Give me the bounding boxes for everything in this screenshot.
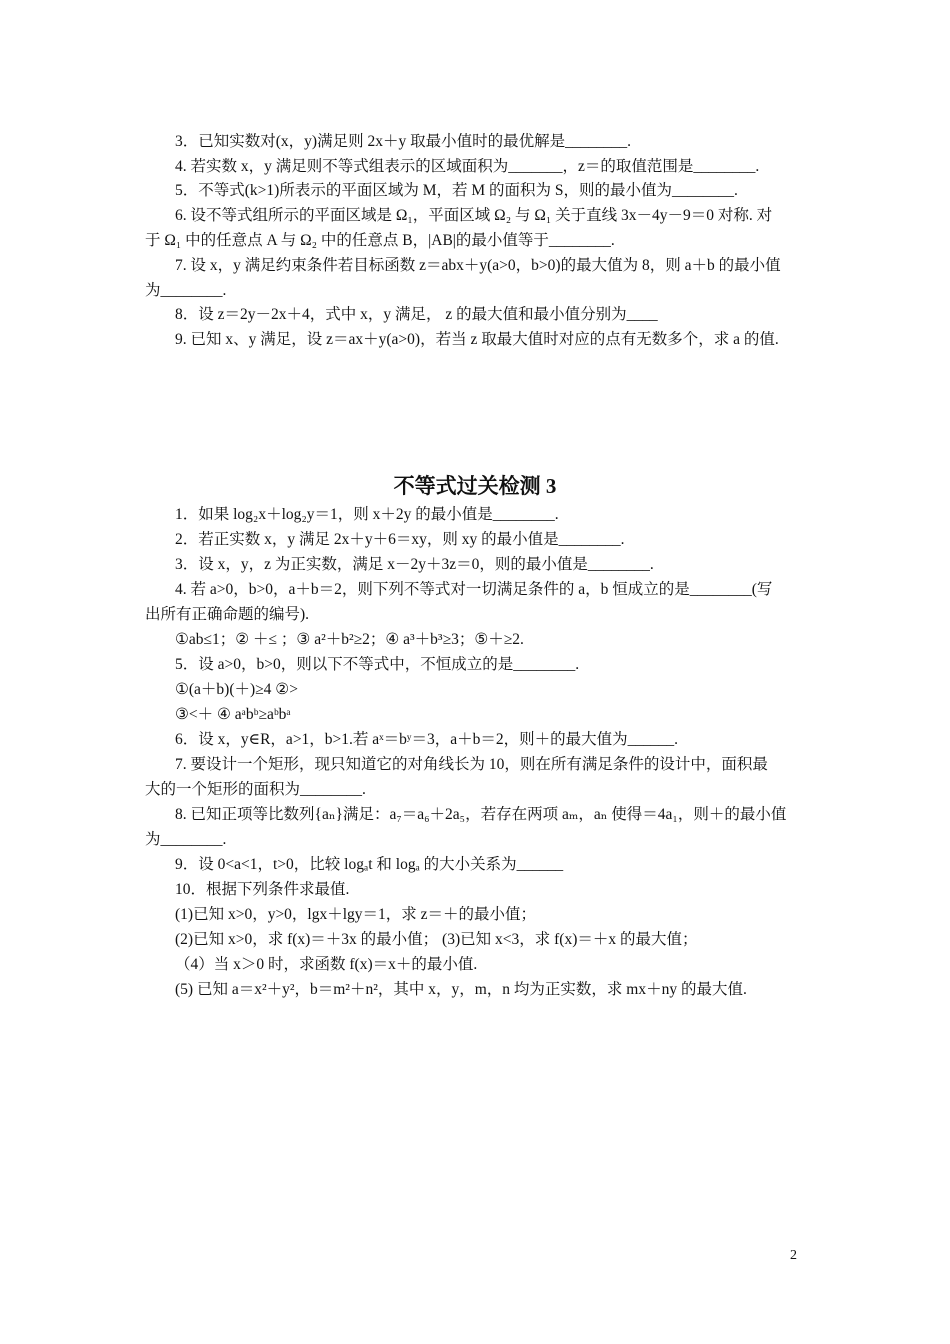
q10: 10．根据下列条件求最值. (175, 881, 350, 898)
q7-cont: 大的一个矩形的面积为________. (145, 781, 366, 798)
problem-3: 3．已知实数对(x，y)满足则 2x＋y 取最小值时的最优解是________. (175, 133, 631, 150)
q7: 7. 要设计一个矩形，现只知道它的对角线长为 10，则在所有满足条件的设计中，面积最 (175, 756, 768, 773)
q10-2-3: (2)已知 x>0，求 f(x)＝＋3x 的最小值； (3)已知 x<3，求 f(x)＝＋x 的最大值； (175, 931, 698, 948)
page-number: 2 (790, 1248, 797, 1263)
q4-options: ①ab≤1；② ＋≤ ；③ a²＋b²≥2；④ a³＋b³≥3；⑤＋≥2. (175, 631, 524, 648)
q9: 9．设 0<a<1，t>0，比较 logₐt 和 logₐ 的大小关系为______ (175, 856, 564, 873)
q2: 2．若正实数 x，y 满足 2x＋y＋6＝xy，则 xy 的最小值是________. (175, 531, 625, 548)
problem-8: 8．设 z＝2y－2x＋4，式中 x，y 满足， z 的最大值和最小值分别为____ (175, 306, 658, 323)
q10-5: (5) 已知 a＝x²＋y²，b＝m²＋n²，其中 x，y，m，n 均为正实数，求 mx＋ny 的最大值. (175, 981, 747, 998)
q6: 6．设 x，y∈R，a>1，b>1.若 aˣ＝bʸ＝3，a＋b＝2，则＋的最大值为______. (175, 731, 679, 748)
q4-cont: 出所有正确命题的编号). (145, 606, 310, 623)
problem-6-cont: 于 Ω₁ 中的任意点 A 与 Ω₂ 中的任意点 B，|AB|的最小值等于________. (145, 232, 615, 249)
q3: 3．设 x，y，z 为正实数，满足 x－2y＋3z＝0，则的最小值是________. (175, 556, 654, 573)
problem-7: 7. 设 x，y 满足约束条件若目标函数 z＝abx＋y(a>0，b>0)的最大值为 8，则 a＋b 的最小值 (175, 257, 781, 274)
section-title: 不等式过关检测 3 (393, 474, 557, 498)
q10-4: （4）当 x＞0 时，求函数 f(x)＝x＋的最小值. (175, 956, 478, 973)
problem-9: 9. 已知 x、y 满足，设 z＝ax＋y(a>0)，若当 z 取最大值时对应的点有无数多个，求 a 的值. (175, 331, 779, 348)
q8-cont: 为________. (145, 831, 227, 848)
problem-5: 5．不等式(k>1)所表示的平面区域为 M，若 M 的面积为 S，则的最小值为________. (175, 182, 738, 199)
q5-options-b: ③<＋ ④ aᵃbᵇ≥aᵇbᵃ (175, 706, 291, 723)
problem-7-cont: 为________. (145, 282, 227, 299)
q5: 5．设 a>0，b>0，则以下不等式中，不恒成立的是________. (175, 656, 580, 673)
q10-1: (1)已知 x>0，y>0，lgx＋lgy＝1，求 z＝＋的最小值； (175, 906, 537, 923)
q5-options-a: ①(a＋b)(＋)≥4 ②> (175, 681, 298, 698)
q8: 8. 已知正项等比数列{aₙ}满足：a₇＝a₆＋2a₅，若存在两项 aₘ，aₙ 使得＝4a₁，则＋的最小值 (175, 806, 787, 823)
q4: 4. 若 a>0，b>0，a＋b＝2，则下列不等式对一切满足条件的 a，b 恒成立的是________(写 (175, 581, 773, 598)
q1: 1．如果 log₂x＋log₂y＝1，则 x＋2y 的最小值是________. (175, 506, 559, 523)
problem-6: 6. 设不等式组所示的平面区域是 Ω₁，平面区域 Ω₂ 与 Ω₁ 关于直线 3x－4y－9＝0 对称. 对 (175, 207, 773, 224)
problem-4: 4. 若实数 x，y 满足则不等式组表示的区域面积为_______，z＝的取值范围是________. (175, 158, 760, 175)
